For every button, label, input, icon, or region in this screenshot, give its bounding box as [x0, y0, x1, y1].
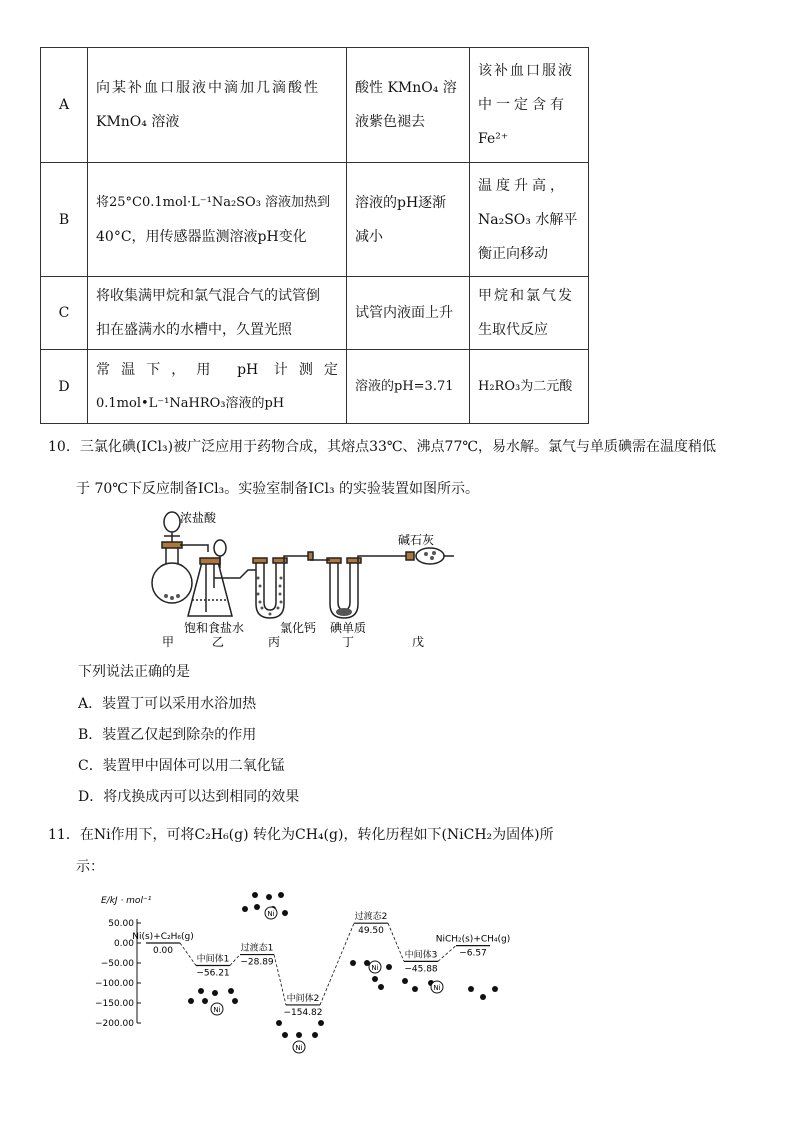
row-label: C [41, 277, 88, 350]
table-row [41, 163, 589, 277]
cell-text: 常温下，用 pH 计测定 [96, 361, 338, 378]
apparatus-figure [140, 508, 460, 648]
atom-icon [232, 998, 238, 1004]
atom-icon [378, 984, 384, 990]
atom-icon [312, 1032, 318, 1038]
cell-text: 将25°C0.1mol·L⁻¹Na₂SO₃ 溶液加热到 [96, 194, 331, 210]
cell-text: 酸性 KMnO₄ 溶 [355, 80, 457, 96]
experiment-table [40, 47, 589, 424]
cell-text: H₂RO₃为二元酸 [478, 378, 573, 394]
cell-text: Na₂SO₃ 水解平 [478, 211, 578, 228]
state-label: 过渡态1 [240, 943, 274, 954]
atom-icon [412, 986, 418, 992]
dropping-funnel-icon [164, 512, 180, 532]
cell-text: 中一定含有 [478, 97, 568, 113]
atom-icon [386, 964, 392, 970]
state-label: 中间体2 [286, 993, 320, 1004]
cell-text: 试管内液面上升 [355, 305, 453, 321]
table-row [41, 350, 589, 424]
cell-text: 液紫色褪去 [355, 114, 425, 130]
ni-atom-label: Ni [295, 1044, 303, 1052]
safety-bulb-icon [214, 540, 226, 556]
erlenmeyer-flask-icon [188, 562, 232, 616]
y-tick-label: −100.00 [94, 979, 134, 989]
cell-text: 减小 [355, 228, 383, 245]
question-11-line1: 11．在Ni作用下，可将C₂H₆(g) 转化为CH₄(g)，转化历程如下(NiCH₂为固体)所 [48, 827, 554, 843]
operation-cell [88, 277, 347, 350]
energy-path [274, 955, 286, 1005]
ni-atom-label: Ni [433, 984, 441, 992]
option-d: D．将戊换成丙可以达到相同的效果 [78, 789, 300, 805]
cell-text: KMnO₄ 溶液 [96, 114, 180, 130]
label-iodine: 碘单质 [330, 621, 367, 635]
label-brine: 饱和食盐水 [184, 621, 245, 635]
atom-icon [296, 1032, 302, 1038]
atom-icon [276, 1020, 282, 1026]
atom-icon [254, 904, 260, 910]
y-tick-label: 50.00 [108, 919, 134, 929]
question-10-prompt: 下列说法正确的是 [78, 664, 190, 680]
question-10-line2: 于 70℃下反应制备ICl₃。实验室制备ICl₃ 的实验装置如图所示。 [76, 481, 480, 497]
state-value: −45.88 [404, 964, 438, 975]
atom-icon [402, 978, 408, 984]
state-value: −28.89 [240, 957, 274, 968]
label-conc-hcl: 浓盐酸 [180, 511, 217, 525]
stopper-icon [162, 542, 182, 548]
label-ding: 丁 [342, 635, 355, 648]
table-row [41, 277, 589, 350]
phenomenon-cell [347, 163, 470, 277]
phenomenon-cell [347, 277, 470, 350]
question-11-line2: 示： [76, 859, 104, 875]
row-label: A [41, 48, 88, 163]
option-c: C．装置甲中固体可以用二氧化锰 [78, 758, 285, 774]
atom-icon [278, 892, 284, 898]
energy-profile-chart [85, 883, 555, 1058]
state-label: 过渡态2 [354, 912, 388, 923]
atom-icon [228, 988, 234, 994]
atom-icon [242, 906, 248, 912]
state-label: 中间体1 [196, 954, 230, 965]
label-jia: 甲 [162, 635, 175, 648]
cell-text: 0.1mol•L⁻¹NaHRO₃溶液的pH [96, 395, 285, 411]
label-yi: 乙 [212, 635, 225, 648]
ni-atom-label: Ni [213, 1006, 221, 1014]
atom-icon [372, 976, 378, 982]
atom-icon [318, 1020, 324, 1026]
operation-cell [88, 48, 347, 163]
cell-text: 生取代反应 [478, 322, 548, 338]
atom-icon [212, 990, 218, 996]
cell-text: 向某补血口服液中滴加几滴酸性 [96, 80, 320, 96]
atom-icon [468, 986, 474, 992]
table-row [41, 48, 589, 163]
atom-icon [252, 892, 258, 898]
drying-tube-icon [416, 548, 444, 564]
cell-text: 溶液的pH=3.71 [355, 378, 454, 394]
atom-icon [188, 998, 194, 1004]
energy-path [320, 923, 354, 1005]
operation-cell [88, 350, 347, 424]
y-tick-label: 0.00 [113, 939, 134, 949]
state-value: −56.21 [196, 968, 230, 979]
atom-icon [282, 1032, 288, 1038]
phenomenon-cell [347, 48, 470, 163]
label-wu: 戊 [412, 635, 425, 648]
y-axis-label: E/kJ · mol⁻¹ [101, 896, 152, 906]
atom-icon [282, 910, 288, 916]
y-tick-label: −150.00 [94, 999, 134, 1009]
cell-text: 温度升高， [478, 177, 568, 194]
y-tick-label: −200.00 [94, 1019, 134, 1029]
energy-path [438, 946, 456, 962]
atom-icon [350, 960, 356, 966]
operation-cell [88, 163, 347, 277]
cell-text: Fe²⁺ [478, 131, 509, 147]
state-label: NiCH₂(s)+CH₄(g) [435, 934, 511, 945]
phenomenon-cell [347, 350, 470, 424]
energy-path [230, 955, 240, 966]
label-bing: 丙 [268, 635, 281, 648]
conclusion-cell [470, 350, 589, 424]
conclusion-cell [470, 163, 589, 277]
atom-icon [480, 994, 486, 1000]
question-10-line1: 10．三氯化碘(ICl₃)被广泛应用于药物合成，其熔点33℃、沸点77℃，易水解。氯气与单质碘需在温度稍低 [48, 439, 717, 455]
state-value: 49.50 [358, 926, 384, 937]
cell-text: 40°C，用传感器监测溶液pH变化 [96, 228, 307, 245]
cell-text: 该补血口服液 [478, 63, 574, 79]
ni-atom-label: Ni [371, 964, 379, 972]
cell-text: 甲烷和氯气发 [478, 288, 574, 304]
atom-icon [198, 988, 204, 994]
row-label: B [41, 163, 88, 277]
atom-icon [492, 986, 498, 992]
energy-path [388, 923, 404, 961]
atom-icon [266, 894, 272, 900]
state-label: Ni(s)+C₂H₆(g) [132, 932, 194, 942]
cell-text: 扣在盛满水的水槽中，久置光照 [96, 322, 292, 338]
cell-text: 溶液的pH逐渐 [355, 194, 447, 211]
label-soda-lime: 碱石灰 [398, 533, 435, 547]
state-label: 中间体3 [404, 950, 438, 961]
y-tick-label: −50.00 [100, 959, 134, 969]
energy-path [180, 943, 196, 965]
state-value: −154.82 [283, 1007, 323, 1018]
ni-atom-label: Ni [267, 910, 275, 918]
option-a: A．装置丁可以采用水浴加热 [78, 696, 257, 712]
row-label: D [41, 350, 88, 424]
cell-text: 将收集满甲烷和氯气混合气的试管倒 [96, 288, 320, 304]
conclusion-cell [470, 48, 589, 163]
atom-icon [202, 998, 208, 1004]
state-value: 0.00 [152, 946, 174, 956]
cell-text: 衡正向移动 [478, 245, 548, 262]
state-value: −6.57 [459, 948, 487, 959]
option-b: B．装置乙仅起到除杂的作用 [78, 727, 257, 743]
conclusion-cell [470, 277, 589, 350]
label-cacl2: 氯化钙 [280, 621, 317, 635]
